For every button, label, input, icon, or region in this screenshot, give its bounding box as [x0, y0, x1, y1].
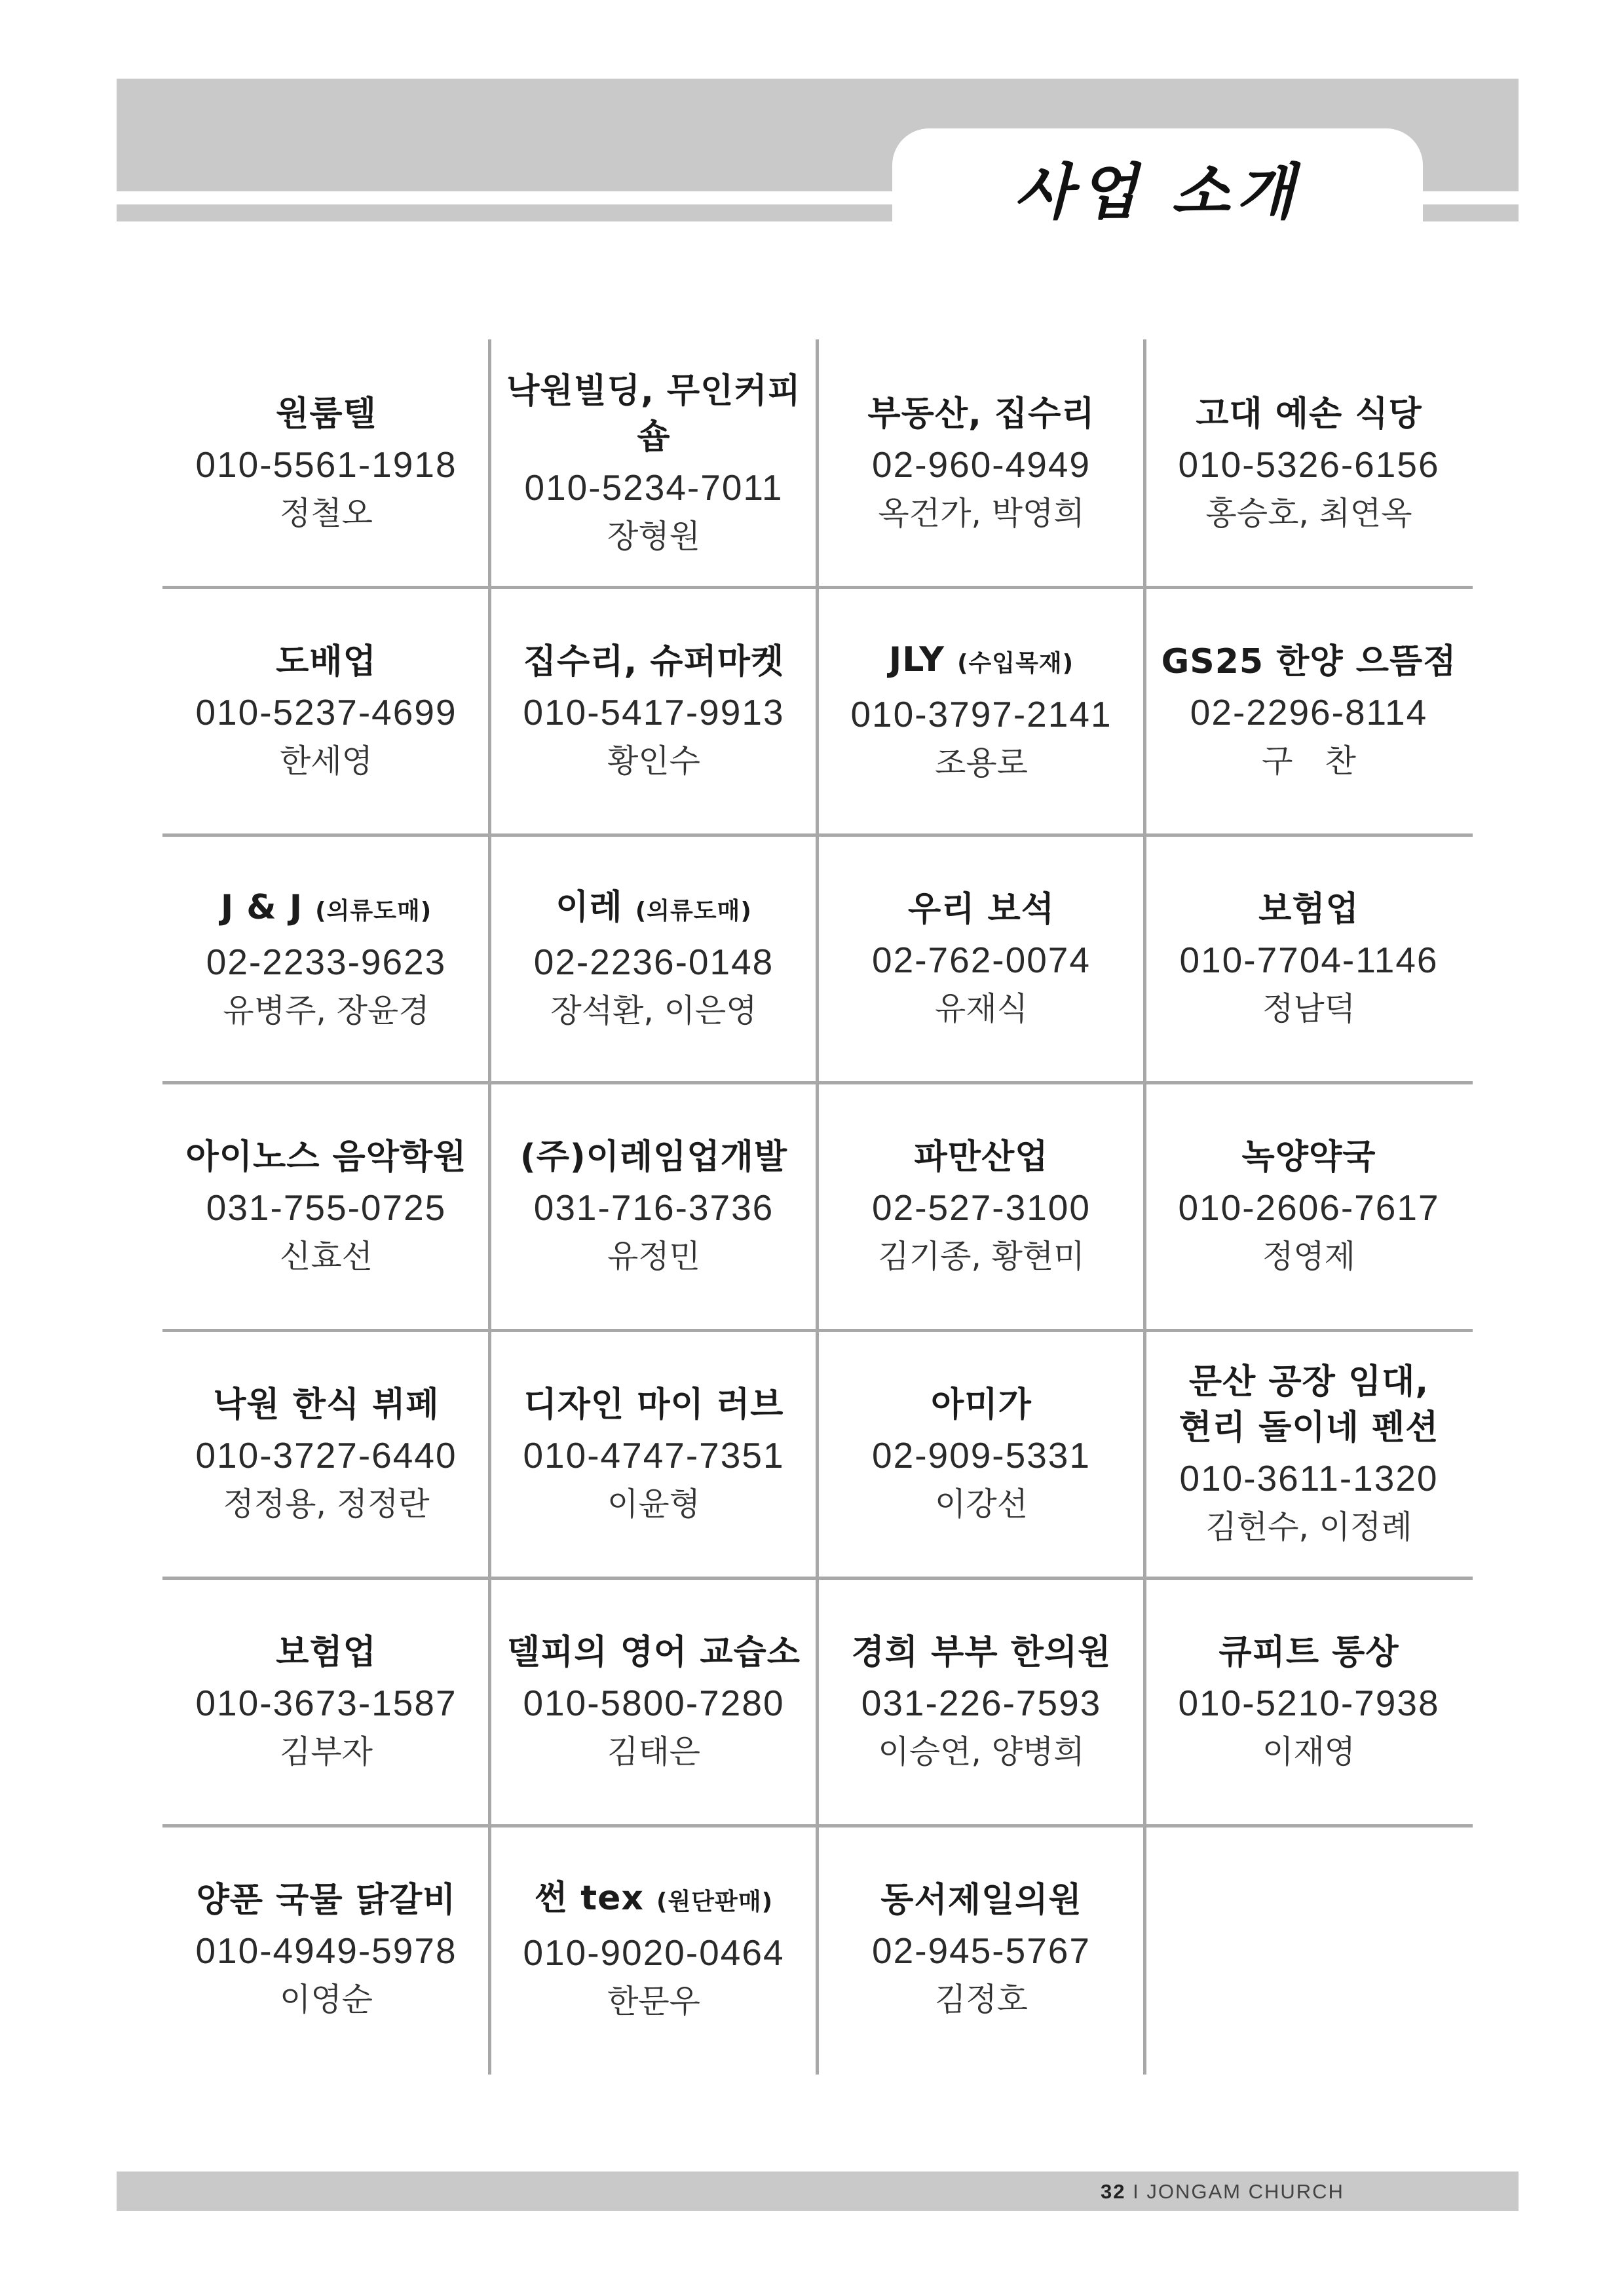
business-name	[507, 1630, 801, 1675]
business-name	[1161, 639, 1457, 685]
business-owner: 구 찬	[1262, 742, 1356, 780]
business-name-text: 부동산, 집수리	[867, 394, 1095, 434]
business-card	[162, 587, 490, 835]
business-name	[523, 639, 784, 685]
business-phone: 010-4949-5978	[195, 1930, 457, 1971]
business-name	[186, 1134, 467, 1180]
business-name	[1242, 1134, 1376, 1180]
business-owner: 이승연, 양병희	[878, 1733, 1085, 1770]
business-card	[818, 1826, 1145, 2073]
page-title: 사업 소개	[1014, 157, 1301, 227]
business-card	[490, 835, 818, 1082]
business-category-note: (원단판매)	[656, 1888, 774, 1915]
business-owner: 정정용, 정정란	[223, 1485, 430, 1523]
business-phone: 010-5561-1918	[195, 444, 457, 485]
business-owner: 정남덕	[1262, 990, 1355, 1027]
business-owner: 장석환, 이은영	[550, 992, 757, 1029]
business-name-text: J & J	[220, 888, 303, 927]
business-phone: 02-762-0074	[872, 940, 1091, 980]
business-name	[889, 637, 1074, 687]
business-name	[880, 1877, 1082, 1923]
business-card	[1145, 1082, 1473, 1330]
business-name-text: 큐피트 통상	[1218, 1633, 1399, 1672]
business-card	[162, 1330, 490, 1578]
business-phone: 010-4747-7351	[523, 1435, 785, 1476]
business-name-text: 고대 예손 식당	[1196, 394, 1422, 434]
business-category-note: (수입목재)	[957, 650, 1074, 677]
business-card	[162, 1578, 490, 1826]
business-name-text: 델피의 영어 교습소	[506, 1633, 801, 1672]
business-name-text: 집수리, 슈퍼마켓	[523, 642, 785, 681]
business-card	[490, 1578, 818, 1826]
business-category-note: (의류도매)	[315, 898, 432, 925]
business-name	[931, 1382, 1032, 1428]
business-name-text: 낙원 한식 뷔페	[213, 1385, 440, 1425]
business-owner: 한세영	[279, 742, 373, 780]
business-name	[276, 1630, 377, 1675]
business-phone: 02-909-5331	[872, 1435, 1091, 1476]
business-card	[490, 1826, 818, 2073]
business-card	[162, 339, 490, 587]
business-owner: 조용로	[934, 744, 1028, 782]
business-card	[490, 587, 818, 835]
business-name-text: 썬 tex	[534, 1879, 644, 1918]
business-owner: 한문우	[607, 1983, 700, 2020]
business-category-note: (의류도매)	[635, 898, 752, 925]
business-owner: 정철오	[279, 495, 373, 532]
business-phone: 010-3611-1320	[1179, 1458, 1439, 1499]
business-owner: 정영제	[1262, 1238, 1355, 1275]
business-phone: 010-9020-0464	[523, 1932, 785, 1973]
business-card	[818, 1082, 1145, 1330]
business-name-text: 양푼 국물 닭갈비	[196, 1881, 457, 1920]
footer-church-name: JONGAM CHURCH	[1146, 2180, 1344, 2203]
business-card	[490, 1330, 818, 1578]
business-phone: 02-527-3100	[872, 1187, 1091, 1228]
business-name-text: 아이노스 음악학원	[185, 1138, 467, 1177]
business-owner: 이윤형	[607, 1485, 700, 1523]
business-name	[1179, 1359, 1439, 1451]
business-name-text: 녹양약국	[1241, 1138, 1376, 1177]
business-phone: 010-2606-7617	[1178, 1187, 1440, 1228]
business-phone: 010-5800-7280	[523, 1683, 785, 1723]
business-owner: 김기종, 황현미	[878, 1238, 1085, 1275]
business-name	[276, 639, 377, 685]
business-owner: 신효선	[279, 1238, 373, 1275]
business-owner: 유병주, 장윤경	[223, 992, 430, 1029]
business-name	[852, 1630, 1112, 1675]
business-owner: 김태은	[607, 1733, 700, 1770]
business-name-text: 이레	[556, 888, 623, 927]
business-card	[818, 587, 1145, 835]
business-name	[915, 1134, 1049, 1180]
business-owner: 김헌수, 이정례	[1205, 1508, 1412, 1546]
footer	[1101, 2177, 1344, 2207]
business-owner: 장형원	[607, 518, 700, 555]
business-phone: 010-5237-4699	[195, 692, 457, 733]
business-card	[818, 835, 1145, 1082]
business-name-text: 원룸텔	[276, 394, 377, 434]
business-owner: 이영순	[279, 1981, 373, 2018]
header-stripe-right	[1423, 204, 1519, 221]
business-name-text: 동서제일의원	[880, 1881, 1082, 1920]
business-name-text: 보험업	[1258, 890, 1359, 929]
business-card	[1145, 1330, 1473, 1578]
business-name-text: 경희 부부 한의원	[851, 1633, 1112, 1672]
business-name-text: JLY	[888, 640, 945, 679]
business-phone: 031-716-3736	[533, 1187, 774, 1228]
business-phone: 031-226-7593	[861, 1683, 1102, 1723]
business-phone: 02-945-5767	[872, 1930, 1091, 1971]
business-name-text: (주)이레임업개발	[519, 1138, 788, 1177]
business-phone: 010-5210-7938	[1178, 1683, 1440, 1723]
business-owner: 김정호	[934, 1981, 1028, 2018]
business-name-text: 보험업	[276, 1633, 377, 1672]
header-stripe-left	[117, 204, 892, 221]
business-name	[490, 368, 818, 460]
business-phone: 010-3797-2141	[850, 694, 1112, 735]
business-phone: 031-755-0725	[206, 1187, 447, 1228]
footer-separator: I	[1133, 2180, 1140, 2203]
business-phone: 02-960-4949	[872, 444, 1091, 485]
business-phone: 010-5326-6156	[1178, 444, 1440, 485]
business-card	[1145, 835, 1473, 1082]
business-owner: 옥건가, 박영희	[878, 495, 1085, 532]
business-name-text: 디자인 마이 러브	[523, 1385, 784, 1425]
business-owner: 유정민	[607, 1238, 700, 1275]
business-owner: 유재식	[934, 990, 1028, 1027]
business-name-text: 문산 공장 임대, 현리 돌이네 펜션	[1179, 1362, 1439, 1447]
business-card	[1145, 587, 1473, 835]
business-name	[524, 1382, 784, 1428]
business-name-text: GS25 한양 으뜸점	[1161, 642, 1457, 681]
business-card	[162, 835, 490, 1082]
business-phone: 02-2296-8114	[1190, 692, 1428, 733]
business-owner: 이재영	[1262, 1733, 1355, 1770]
business-phone: 010-3727-6440	[195, 1435, 457, 1476]
business-owner: 이강선	[934, 1485, 1028, 1523]
business-name	[520, 1134, 787, 1180]
business-name	[213, 1382, 440, 1428]
business-name	[276, 391, 377, 437]
business-name	[908, 887, 1055, 932]
business-owner: 홍승호, 최연옥	[1205, 495, 1412, 532]
business-name-text: 낙원빌딩, 무인커피숍	[506, 372, 801, 457]
business-name-text: 우리 보석	[907, 890, 1055, 929]
business-phone: 02-2236-0148	[533, 942, 774, 982]
business-name-text: 파만산업	[914, 1138, 1049, 1177]
business-directory-grid	[162, 339, 1473, 2075]
business-name	[1258, 887, 1359, 932]
business-phone: 010-5234-7011	[524, 467, 784, 508]
business-card	[490, 339, 818, 587]
business-name-text: 아미가	[931, 1385, 1032, 1425]
business-phone: 010-3673-1587	[195, 1683, 457, 1723]
business-name	[1218, 1630, 1399, 1675]
business-name	[867, 391, 1095, 437]
page-number: 32	[1101, 2180, 1126, 2203]
business-name-text: 도배업	[276, 642, 377, 681]
business-name	[1196, 391, 1422, 437]
business-name	[535, 1875, 773, 1925]
business-owner: 김부자	[279, 1733, 373, 1770]
business-phone: 02-2233-9623	[206, 942, 447, 982]
business-name	[556, 885, 752, 934]
business-card	[1145, 1578, 1473, 1826]
business-name	[197, 1877, 457, 1923]
business-card	[818, 1330, 1145, 1578]
business-card	[818, 1578, 1145, 1826]
business-card	[162, 1826, 490, 2073]
business-phone: 010-7704-1146	[1179, 940, 1439, 980]
business-card	[818, 339, 1145, 587]
business-card	[162, 1082, 490, 1330]
business-card	[1145, 339, 1473, 587]
business-phone: 010-5417-9913	[523, 692, 785, 733]
business-owner: 황인수	[607, 742, 700, 780]
business-card	[490, 1082, 818, 1330]
business-name	[221, 885, 432, 934]
